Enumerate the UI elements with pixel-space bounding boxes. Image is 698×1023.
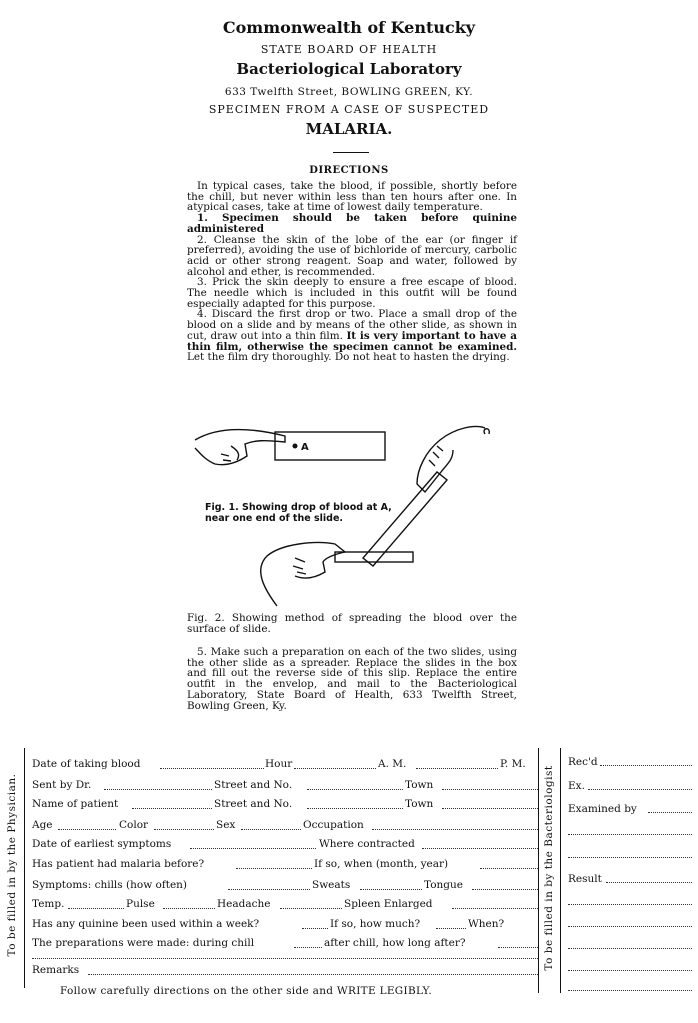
label-where: Where contracted — [319, 838, 415, 850]
side-label-bacteriologist-text: To be filled in by the Bacteriologist — [543, 764, 555, 971]
field-result-2[interactable] — [568, 904, 692, 905]
field-patient-town[interactable] — [442, 808, 538, 809]
step4-a: 4. Discard the first drop or two. Place a small drop of the blood on a slide and by means of the other slide, as shown in cut, draw out into a thin film. — [187, 308, 517, 342]
label-after-chill: after chill, how long after? — [324, 937, 466, 949]
field-ex[interactable] — [588, 789, 692, 790]
field-result-6[interactable] — [568, 990, 692, 991]
field-remarks[interactable] — [88, 974, 538, 975]
field-where[interactable] — [422, 848, 538, 849]
label-had-malaria: Has patient had malaria before? — [32, 858, 205, 870]
field-quinine[interactable] — [302, 928, 328, 929]
directions-title: DIRECTIONS — [309, 165, 389, 176]
fig1-caption: Fig. 1. Showing drop of blood at A, near one end of the slide. — [205, 502, 392, 524]
step4-b: It is very important to have a thin film, otherwise the specimen cannot be examined. — [187, 329, 517, 353]
directions-step5-block — [187, 647, 517, 711]
field-pulse[interactable] — [163, 908, 215, 909]
row-preparations — [32, 937, 538, 951]
form-footer: Follow carefully directions on the other side and WRITE LEGIBLY. — [60, 985, 433, 997]
field-patient-street[interactable] — [307, 808, 403, 809]
field-headache[interactable] — [280, 908, 342, 909]
label-spleen: Spleen Enlarged — [344, 898, 433, 910]
label-prep: The preparations were made: during chill — [32, 937, 255, 949]
hand-fig1 — [195, 430, 285, 465]
field-after-chill[interactable] — [498, 947, 538, 948]
label-quinine: Has any quinine been used within a week? — [32, 918, 260, 930]
field-during-chill[interactable] — [294, 947, 322, 948]
label-symptoms: Symptoms: chills (how often) — [32, 879, 188, 891]
field-examined-by-2[interactable] — [568, 834, 692, 835]
directions-step1: 1. Specimen should be taken before quinine administered — [187, 212, 517, 235]
field-town[interactable] — [442, 789, 538, 790]
label-examined-by: Examined by — [568, 803, 637, 815]
label-street: Street and No. — [214, 779, 293, 791]
row-quinine — [32, 918, 538, 932]
subtitle-lab: Bacteriological Laboratory — [236, 60, 462, 78]
field-color[interactable] — [154, 829, 214, 830]
directions-step5: 5. Make such a preparation on each of the two slides, using the other slide as a spreader. Replace the slides in the box and fill out the reverse side of this slip. Replace the entire outfit in the envelop, and mail to the Bacteriological Laboratory, State Board of Health, 633 Twelfth Street, Bowling Green, Ky. — [187, 646, 517, 712]
label-am: A. M. — [378, 758, 407, 770]
row-symptoms — [32, 879, 538, 893]
step4-c: Let the film dry thoroughly. Do not heat to hasten the drying. — [187, 351, 510, 364]
label-remarks: Remarks — [32, 964, 80, 976]
label-result: Result — [568, 873, 602, 885]
label-if-so-when: If so, when (month, year) — [314, 858, 449, 870]
divider — [333, 152, 369, 153]
row-sent-by — [32, 779, 538, 793]
label-age: Age — [32, 819, 53, 831]
field-am[interactable] — [416, 768, 498, 769]
field-examined-by-3[interactable] — [568, 857, 692, 858]
row-age — [32, 819, 538, 833]
label-sweats: Sweats — [312, 879, 351, 891]
field-chills[interactable] — [228, 889, 310, 890]
row-patient — [32, 798, 538, 812]
address: 633 Twelfth Street, BOWLING GREEN, KY. — [224, 86, 474, 98]
label-recd: Rec'd — [568, 756, 598, 768]
field-examined-by[interactable] — [648, 812, 692, 813]
field-temp[interactable] — [68, 908, 124, 909]
label-patient-street: Street and No. — [214, 798, 293, 810]
slide-fig2 — [335, 552, 413, 562]
fig1-label-a: A — [301, 442, 309, 453]
label-sex: Sex — [216, 819, 236, 831]
field-result-5[interactable] — [568, 970, 692, 971]
field-result-4[interactable] — [568, 948, 692, 949]
field-if-so-when[interactable] — [480, 868, 538, 869]
field-earliest[interactable] — [190, 848, 316, 849]
slide-fig1 — [275, 432, 385, 460]
field-sent-by[interactable] — [104, 789, 212, 790]
field-tongue[interactable] — [472, 889, 538, 890]
label-pulse: Pulse — [126, 898, 155, 910]
label-patient: Name of patient — [32, 798, 119, 810]
form-left-rule — [24, 748, 25, 988]
label-when: When? — [468, 918, 505, 930]
field-patient[interactable] — [132, 808, 212, 809]
label-sent-by: Sent by Dr. — [32, 779, 92, 791]
directions-step4 — [187, 309, 517, 363]
field-result[interactable] — [606, 882, 692, 883]
row-temp — [32, 898, 538, 912]
field-sex[interactable] — [241, 829, 301, 830]
field-date-blood[interactable] — [160, 768, 264, 769]
label-pm: P. M. — [500, 758, 526, 770]
field-sweats[interactable] — [360, 889, 422, 890]
label-how-much: If so, how much? — [330, 918, 421, 930]
field-result-3[interactable] — [568, 926, 692, 927]
label-headache: Headache — [217, 898, 271, 910]
label-temp: Temp. — [32, 898, 65, 910]
field-had-malaria[interactable] — [236, 868, 312, 869]
fig2-caption-text: Fig. 2. Showing method of spreading the blood over the surface of slide. — [187, 612, 517, 635]
form-right-rule — [560, 748, 561, 993]
side-label-physician — [2, 745, 22, 985]
row-remarks — [32, 964, 538, 978]
row-earliest — [32, 838, 538, 852]
label-hour: Hour — [265, 758, 293, 770]
field-occupation[interactable] — [372, 829, 538, 830]
label-earliest: Date of earliest symptoms — [32, 838, 172, 850]
label-town: Town — [405, 779, 434, 791]
row-had-malaria — [32, 858, 538, 872]
label-ex: Ex. — [568, 780, 585, 792]
field-how-much[interactable] — [436, 928, 466, 929]
field-hour[interactable] — [294, 768, 376, 769]
label-patient-town: Town — [405, 798, 434, 810]
field-recd[interactable] — [600, 765, 692, 766]
row-date-blood — [32, 758, 538, 772]
label-tongue: Tongue — [424, 879, 463, 891]
specimen-line: SPECIMEN FROM A CASE OF SUSPECTED — [208, 103, 490, 116]
disease-title: MALARIA. — [305, 120, 393, 138]
field-blank-line[interactable] — [32, 958, 538, 959]
field-spleen[interactable] — [452, 908, 538, 909]
label-occupation: Occupation — [303, 819, 364, 831]
subtitle-board: STATE BOARD OF HEALTH — [260, 43, 438, 56]
directions-text — [187, 181, 517, 363]
field-street[interactable] — [307, 789, 403, 790]
directions-step2: 2. Cleanse the skin of the lobe of the ear (or finger if preferred), avoiding the use of bichloride of mercury, carbolic acid or other strong reagent. Soap and water, followed by alcohol and ether, is recommended. — [187, 233, 517, 278]
directions-step3: 3. Prick the skin deeply to ensure a free escape of blood. The needle which is included in this outfit will be found especially adapted for this purpose. — [187, 276, 517, 310]
form-middle-rule — [538, 748, 539, 993]
label-date-blood: Date of taking blood — [32, 758, 141, 770]
directions-intro: In typical cases, take the blood, if possible, shortly before the chill, but never within less than ten hours after one. In atypical cases, take at time of lowest daily temperature. — [187, 180, 517, 214]
title-commonwealth: Commonwealth of Kentucky — [222, 18, 476, 37]
field-age[interactable] — [58, 829, 116, 830]
side-label-bacteriologist — [538, 745, 560, 990]
hand-fig2-left — [261, 543, 345, 607]
side-label-physician-text: To be filled in by the Physician. — [6, 773, 18, 957]
hand-fig2-right — [417, 427, 485, 493]
fig2-caption — [187, 613, 517, 635]
label-color: Color — [119, 819, 149, 831]
